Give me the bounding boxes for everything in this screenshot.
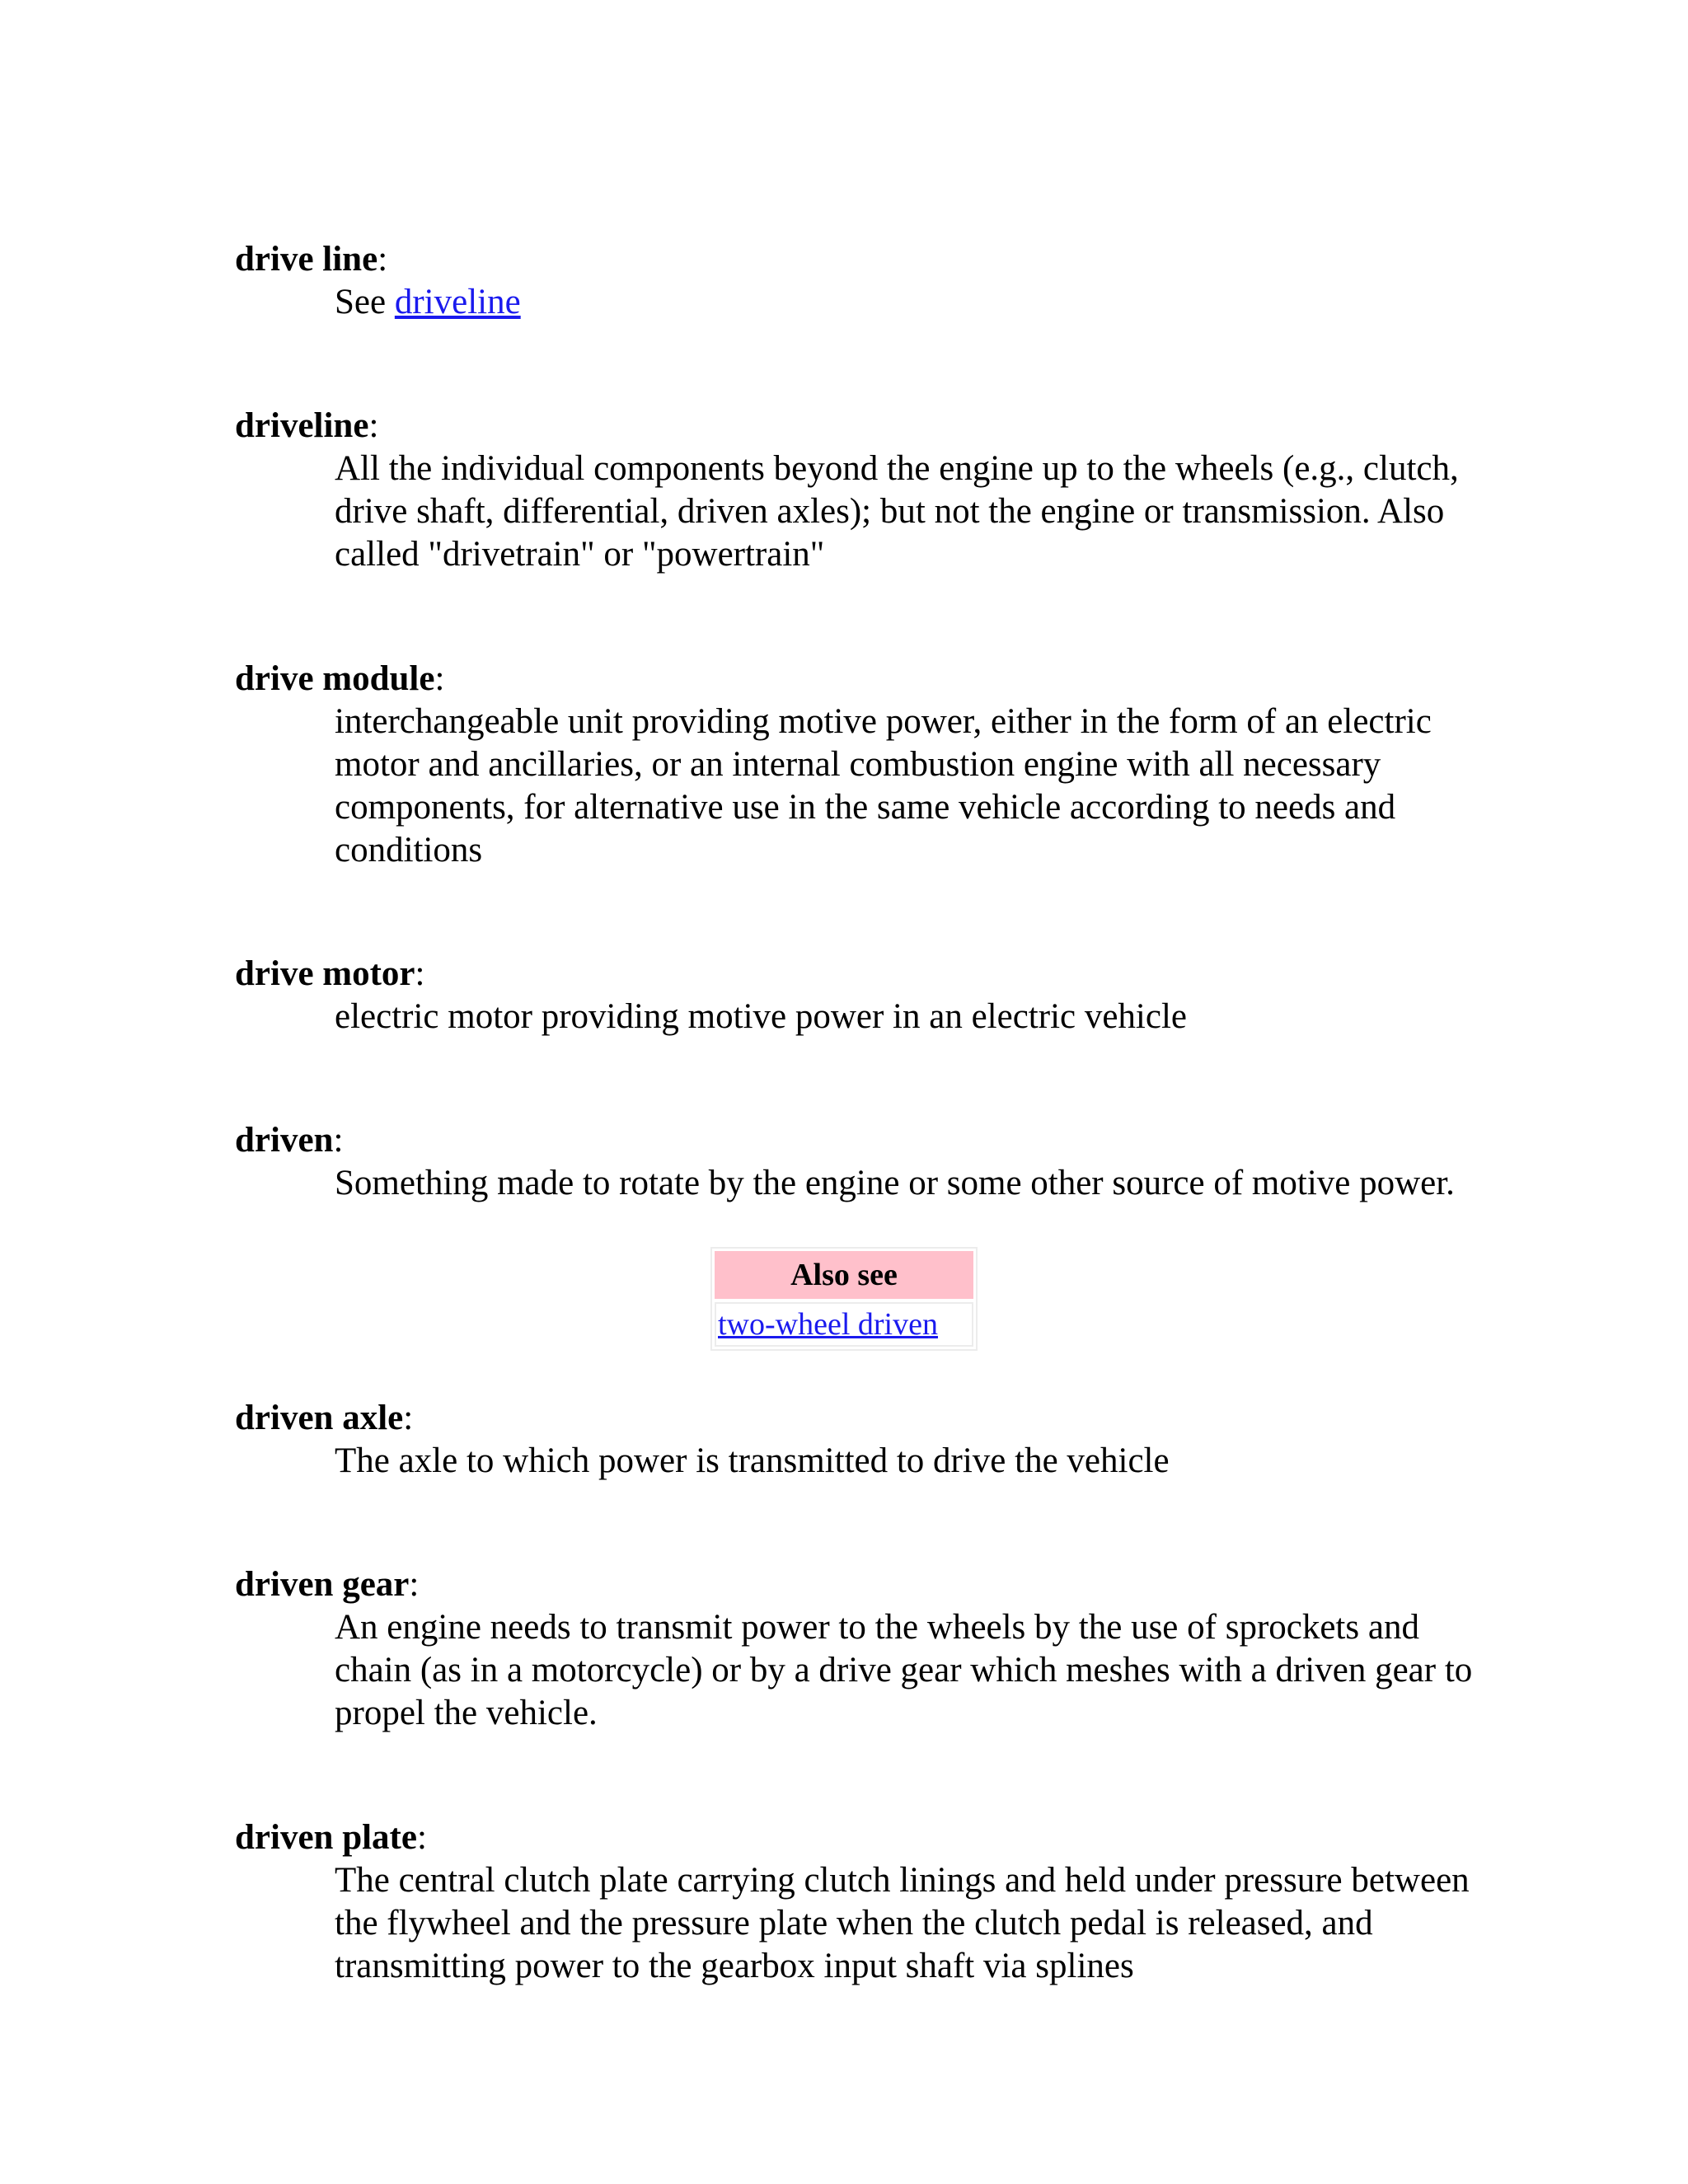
- term-colon: :: [416, 1818, 427, 1857]
- definition: An engine needs to transmit power to the wheels by the use of sprockets and chain (as in a motorcycle) or by a drive gear which meshes with a driven gear to propel the vehicle.: [335, 1608, 1473, 1732]
- entry-driven-gear: [235, 1563, 1471, 1735]
- definition: The axle to which power is transmitted to drive the vehicle: [335, 1441, 1170, 1480]
- term-line: [235, 238, 1471, 281]
- term: drive module: [235, 659, 435, 698]
- term-line: [235, 1816, 1471, 1859]
- term-line: [235, 953, 1471, 996]
- definition-prefix: See: [335, 283, 395, 321]
- term: drive line: [235, 240, 378, 279]
- entry-drive-line: [235, 238, 1471, 324]
- definition: All the individual components beyond the engine up to the wheels (e.g., clutch, drive shaft, differential, driven axles); but not the engine or transmission. Also called "drivetrain" or "powertrain": [335, 449, 1459, 574]
- definition: [335, 281, 1480, 324]
- term-colon: :: [415, 954, 425, 993]
- term-line: [235, 405, 1471, 448]
- term-colon: :: [368, 406, 379, 445]
- two-wheel-driven-link[interactable]: two-wheel driven: [718, 1307, 938, 1342]
- driveline-link[interactable]: driveline: [394, 283, 521, 321]
- entry-drive-motor: [235, 953, 1471, 1038]
- term-line: [235, 658, 1471, 701]
- entry-driven: [235, 1119, 1471, 1205]
- definition: Something made to rotate by the engine or some other source of motive power.: [335, 1164, 1455, 1202]
- definition: The central clutch plate carrying clutch linings and held under pressure between the flywheel and the pressure plate when the clutch pedal is released, and transmitting power to the gearbox input shaft via splines: [335, 1861, 1470, 1985]
- term: driven gear: [235, 1565, 410, 1604]
- entry-driven-axle: [235, 1397, 1471, 1483]
- definition: interchangeable unit providing motive power, either in the form of an electric motor and ancillaries, or an internal combustion engine with all necessary components, for alternative use in the same vehicle according to needs and conditions: [335, 702, 1432, 869]
- term: driveline: [235, 406, 369, 445]
- term: driven: [235, 1121, 334, 1160]
- term: drive motor: [235, 954, 415, 993]
- term-line: [235, 1397, 1471, 1440]
- term: driven axle: [235, 1399, 404, 1437]
- term: driven plate: [235, 1818, 417, 1857]
- entry-driven-plate: [235, 1816, 1471, 1988]
- term-line: [235, 1563, 1471, 1606]
- term-colon: :: [377, 240, 388, 279]
- also-see-header: Also see: [715, 1251, 973, 1299]
- also-see-cell: [715, 1302, 973, 1347]
- term-colon: :: [434, 659, 445, 698]
- term-colon: :: [333, 1121, 344, 1160]
- also-see-table: [710, 1247, 978, 1351]
- term-colon: :: [403, 1399, 414, 1437]
- entry-drive-module: [235, 658, 1471, 872]
- term-line: [235, 1119, 1471, 1162]
- entry-driveline: [235, 405, 1471, 576]
- term-colon: :: [409, 1565, 420, 1604]
- definition: electric motor providing motive power in an electric vehicle: [335, 997, 1187, 1036]
